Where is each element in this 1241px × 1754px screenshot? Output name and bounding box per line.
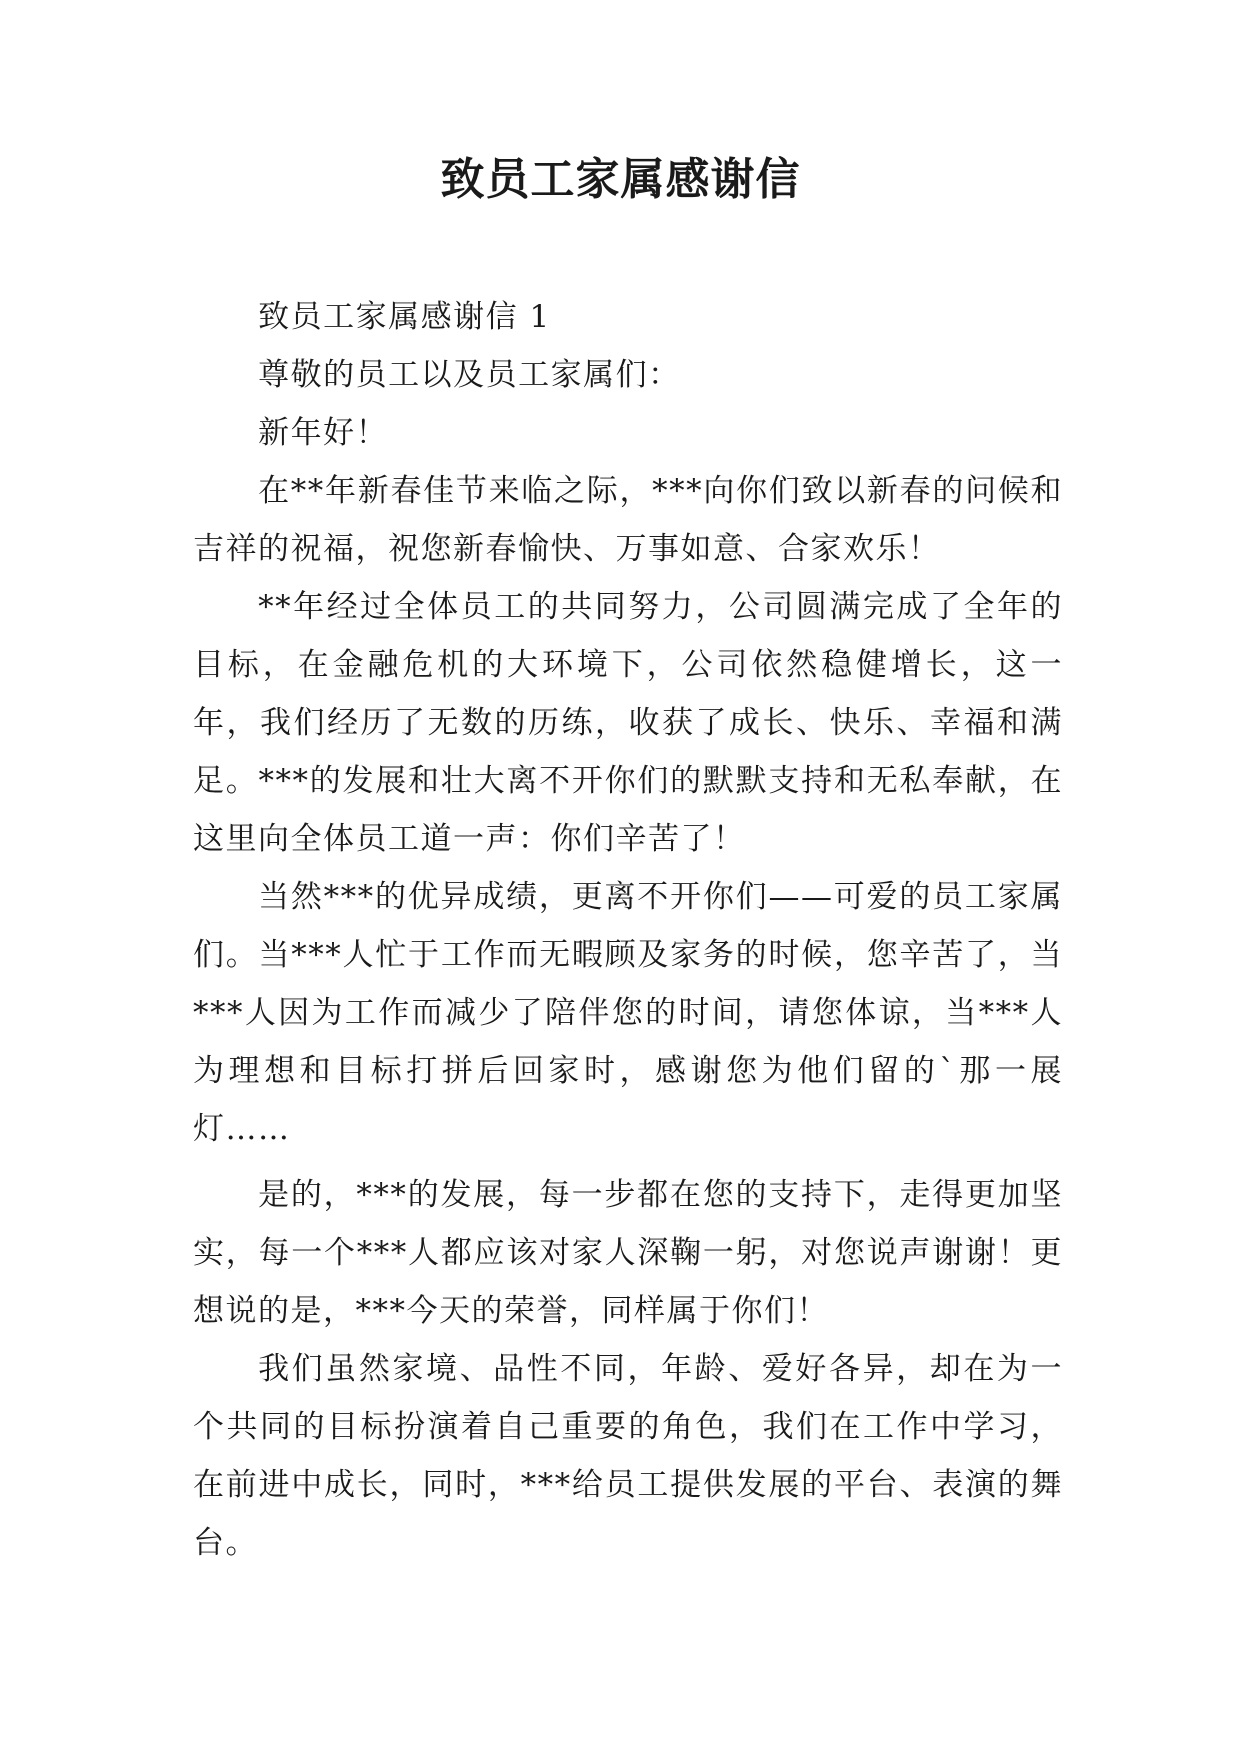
body-paragraph: 我们虽然家境、品性不同，年龄、爱好各异，却在为一个共同的目标扮演着自己重要的角色，我们在工作中学习，在前进中成长，同时，***给员工提供发展的平台、表演的舞台。: [193, 1351, 1063, 1561]
body-paragraph: 当然***的优异成绩，更离不开你们——可爱的员工家属们。当***人忙于工作而无暇顾及家务的时候，您辛苦了，当***人因为工作而减少了陪伴您的时间，请您体谅，当***人为理想和目标打拼后回家时，感谢您为他们留的`那一展灯……: [193, 879, 1063, 1147]
body-paragraph: **年经过全体员工的共同努力，公司圆满完成了全年的目标，在金融危机的大环境下，公司依然稳健增长，这一年，我们经历了无数的历练，收获了成长、快乐、幸福和满足。***的发展和壮大离不开你们的默默支持和无私奉献，在这里向全体员工道一声：你们辛苦了！: [193, 589, 1063, 857]
document-body: [193, 288, 1063, 1572]
document-title: 致员工家属感谢信: [440, 154, 801, 205]
salutation: 尊敬的员工以及员工家属们：: [258, 357, 681, 393]
body-paragraph: 在**年新春佳节来临之际，***向你们致以新春的问候和吉祥的祝福，祝您新春愉快、万事如意、合家欢乐！: [193, 473, 1063, 567]
section-heading: 致员工家属感谢信 1: [258, 299, 551, 335]
greeting: 新年好！: [258, 415, 389, 451]
body-paragraph: 是的，***的发展，每一步都在您的支持下，走得更加坚实，每一个***人都应该对家人深鞠一躬，对您说声谢谢！更想说的是，***今天的荣誉，同样属于你们！: [193, 1177, 1063, 1329]
